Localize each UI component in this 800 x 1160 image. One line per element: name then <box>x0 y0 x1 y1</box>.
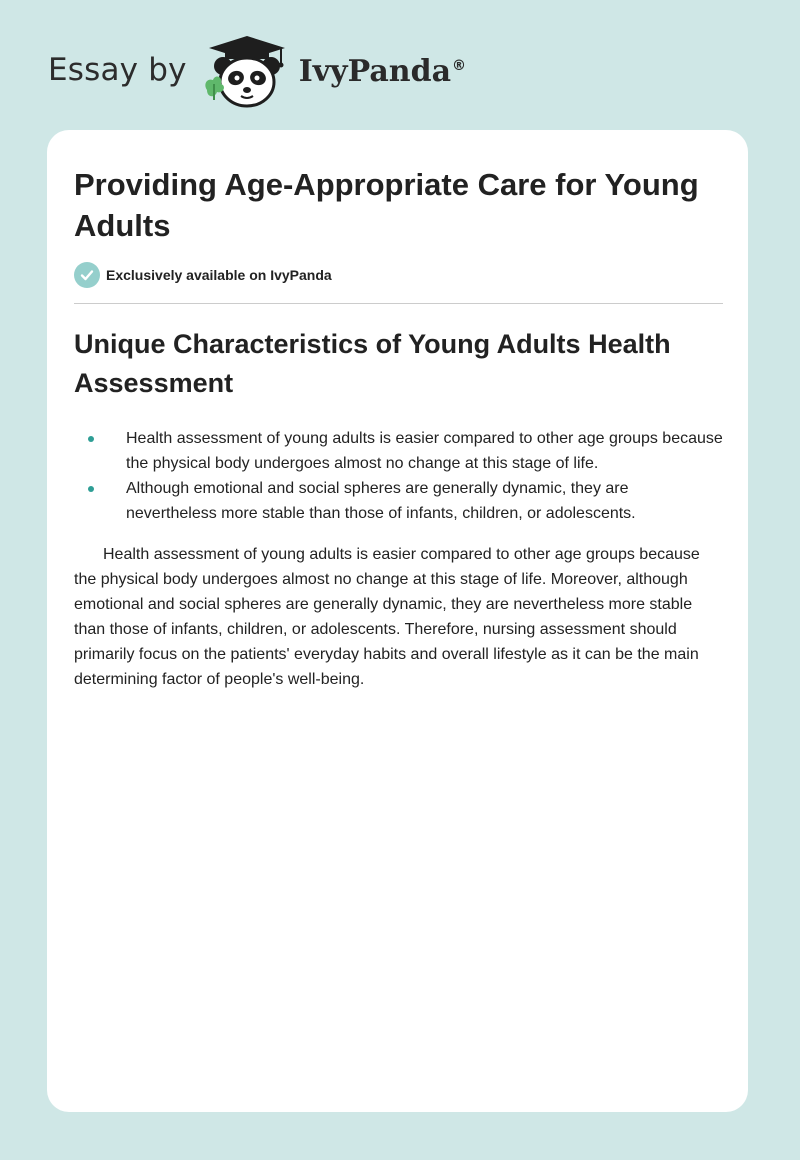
list-item-text: Although emotional and social spheres are generally dynamic, they are nevertheless more stable than those of infants, children, or adolescents. <box>126 480 636 522</box>
exclusive-badge-text: Exclusively available on IvyPanda <box>106 267 332 283</box>
section-heading: Unique Characteristics of Young Adults Health Assessment <box>74 329 671 398</box>
ivypanda-wordmark[interactable] <box>299 54 466 89</box>
essay-by-label: Essay by <box>48 52 187 88</box>
list-item-text: Health assessment of young adults is easier compared to other age groups because the physical body undergoes almost no change at this stage of life. <box>126 430 723 472</box>
checkmark-icon <box>74 262 100 288</box>
exclusive-badge <box>74 262 332 288</box>
checkmark-glyph <box>80 268 94 282</box>
essay-card <box>47 130 748 1112</box>
bullet-icon <box>88 486 94 492</box>
essay-title: Providing Age-Appropriate Care for Young Adults <box>74 167 699 243</box>
key-points-list <box>74 426 723 526</box>
list-item <box>74 476 723 526</box>
brand-name-text: IvyPanda <box>298 53 452 89</box>
site-header <box>48 34 466 112</box>
body-paragraph: Health assessment of young adults is easier compared to other age groups because the physical body undergoes almost no change at this stage of life. Moreover, although emotional and social spheres are generally dynamic, they are nevertheless more stable than those of infants, children, or adolescents. Therefore, nursing assessment should primarily focus on the patients' everyday habits and overall lifestyle as it can be the main determining factor of people's well-being. <box>74 546 700 688</box>
title-divider <box>74 303 723 304</box>
bullet-icon <box>88 436 94 442</box>
list-item <box>74 426 723 476</box>
registered-mark: ® <box>452 57 467 74</box>
ivypanda-logo-icon[interactable] <box>201 34 293 112</box>
